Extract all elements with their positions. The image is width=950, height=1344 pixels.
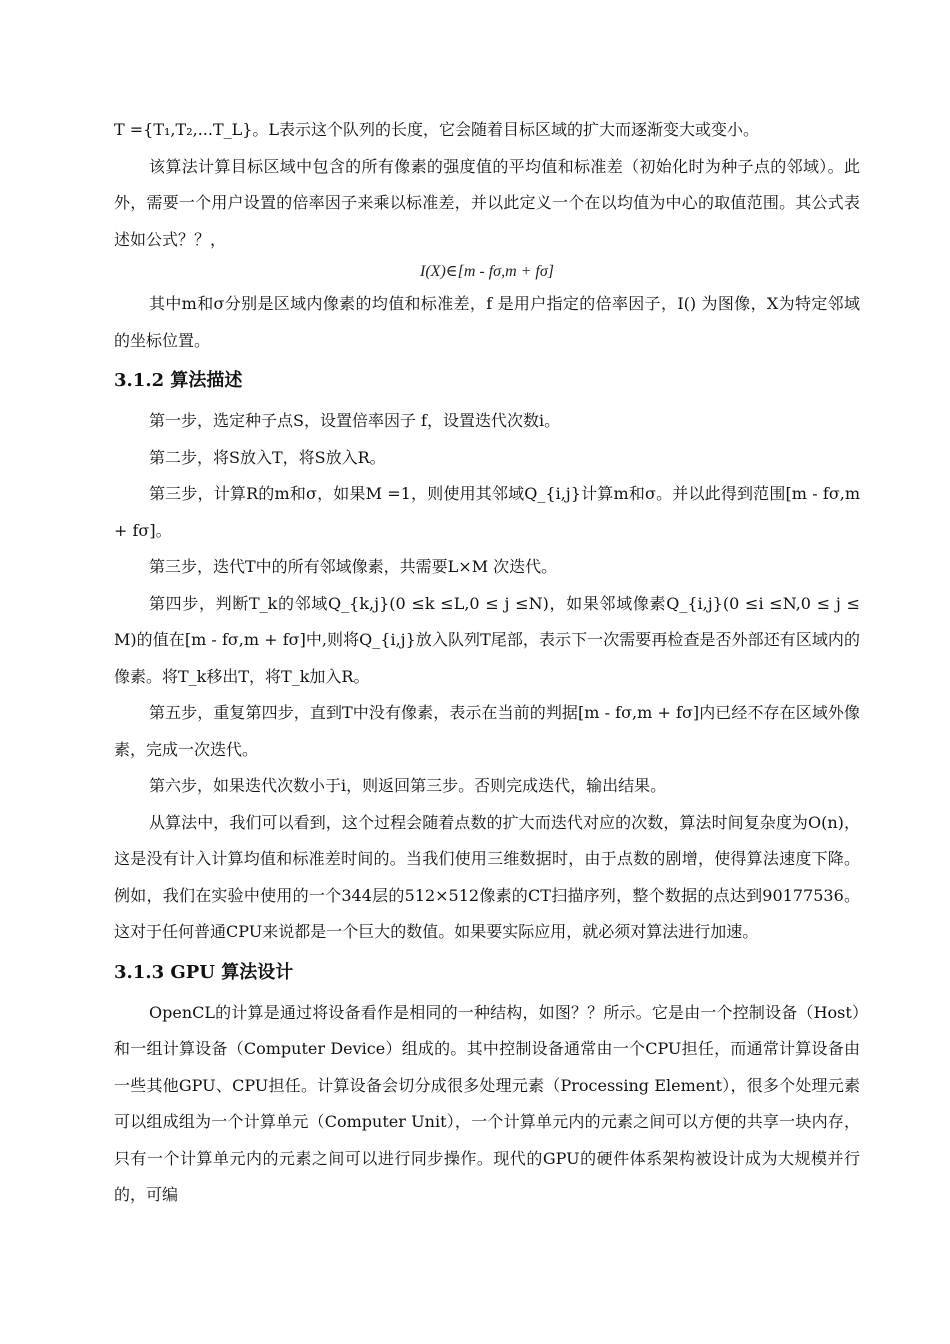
- section-heading-algorithm-description: 3.1.2 算法描述: [114, 370, 243, 391]
- step-5: 第五步，重复第四步，直到T中没有像素，表示在当前的判据[m - fσ,m + fσ]内已经不存在区域外像素，完成一次迭代。: [114, 703, 860, 759]
- step-2: 第二步，将S放入T，将S放入R。: [149, 447, 386, 467]
- formula-range: I(X)∈[m - fσ,m + fσ]: [420, 263, 554, 280]
- paragraph-mean-std: 该算法计算目标区域中包含的所有像素的强度值的平均值和标准差（初始化时为种子点的邻域）。此外，需要一个用户设置的倍率因子来乘以标准差，并以此定义一个在以均值为中心的取值范围。其公式表述如公式？？，: [114, 156, 860, 249]
- document-page: [114, 112, 860, 1214]
- step-4: 第四步，判断T_k的邻域Q_{k,j}(0 ≤k ≤L,0 ≤ j ≤N)，如果邻域像素Q_{i,j}(0 ≤i ≤N,0 ≤ j ≤M)的值在[m - fσ,m + fσ]中,则将Q_{i,j}放入队列T尾部，表示下一次需要再检查是否外部还有区域内的像素。将T_k移出T，将T_k加入R。: [114, 593, 860, 686]
- paragraph-symbols: 其中m和σ分别是区域内像素的均值和标准差，f 是用户指定的倍率因子，I() 为图像，X为特定邻域的坐标位置。: [114, 294, 860, 350]
- step-6: 第六步，如果迭代次数小于i，则返回第三步。否则完成迭代，输出结果。: [149, 776, 667, 795]
- step-1: 第一步，选定种子点S，设置倍率因子 f，设置迭代次数i。: [149, 411, 561, 430]
- section-heading-gpu-design: 3.1.3 GPU 算法设计: [114, 961, 294, 983]
- step-3a: 第三步，计算R的m和σ，如果M =1，则使用其邻域Q_{i,j}计算m和σ。并以此得到范围[m - fσ,m + fσ]。: [114, 484, 860, 540]
- step-3b: 第三步，迭代T中的所有邻域像素，共需要L×M 次迭代。: [149, 557, 558, 576]
- paragraph-queue-definition: T ={T₁,T₂,...T_L}。L表示这个队列的长度，它会随着目标区域的扩大而逐渐变大或变小。: [114, 120, 760, 139]
- paragraph-opencl: OpenCL的计算是通过将设备看作是相同的一种结构，如图？？所示。它是由一个控制设备（Host）和一组计算设备（Computer Device）组成的。其中控制设备通常由一个CPU担任，而通常计算设备由一些其他GPU、CPU担任。计算设备会切分成很多处理元素（Processing Element），很多个处理元素可以组成组为一个计算单元（Computer Unit），一个计算单元内的元素之间可以方便的共享一块内存，只有一个计算单元内的元素之间可以进行同步操作。现代的GPU的硬件体系架构被设计成为大规模并行的，可编: [114, 1002, 860, 1204]
- paragraph-complexity: 从算法中，我们可以看到，这个过程会随着点数的扩大而迭代对应的次数，算法时间复杂度为O(n)，这是没有计入计算均值和标准差时间的。当我们使用三维数据时，由于点数的剧增，使得算法速度下降。例如，我们在实验中使用的一个344层的512×512像素的CT扫描序列，整个数据的点达到90177536。这对于任何普通CPU来说都是一个巨大的数值。如果要实际应用，就必须对算法进行加速。: [114, 812, 860, 941]
